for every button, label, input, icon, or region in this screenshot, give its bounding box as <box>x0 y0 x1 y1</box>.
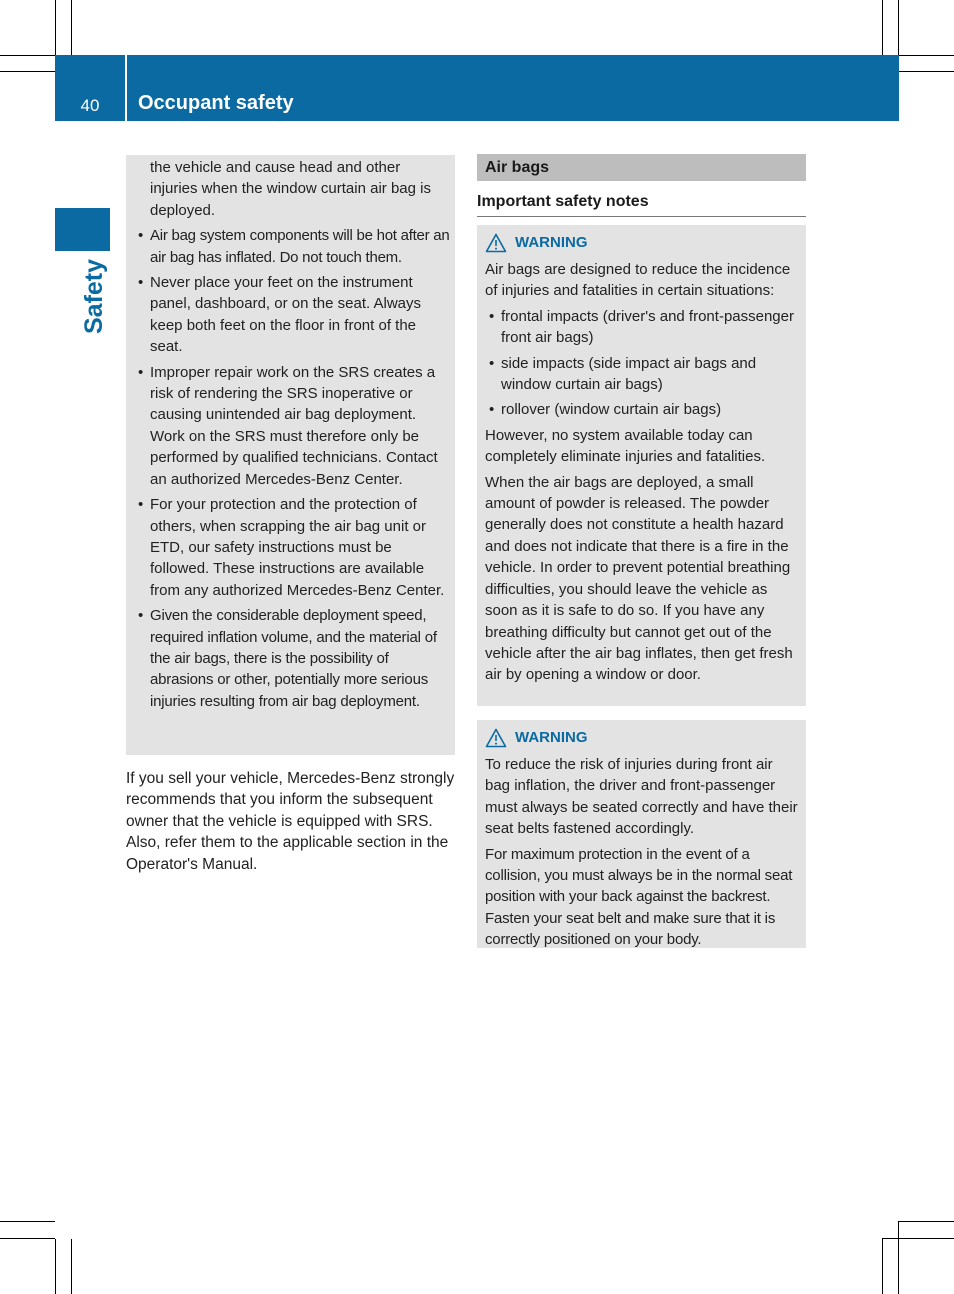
side-tab-marker <box>55 208 110 251</box>
warning-intro: Air bags are designed to reduce the incidence of injuries and fatalities in certain situations: <box>485 261 791 300</box>
header-divider <box>125 55 127 121</box>
list-item: • Never place your feet on the instrument panel, dashboard, or on the seat. Always keep both feet on the floor in front of the seat. <box>138 272 450 358</box>
list-item: • Given the considerable deployment speed, required inflation volume, and the material of the air bags, there is the possibility of abrasions or other, potentially more serious injuries resulting from air bag deployment. <box>138 605 450 712</box>
warning-heading <box>485 231 799 255</box>
crop-mark <box>55 1239 56 1294</box>
warning-triangle-icon <box>485 728 507 748</box>
warning-box <box>477 225 806 706</box>
list-item: • Improper repair work on the SRS creates a risk of rendering the SRS inoperative or causing unintended air bag deployment. Work on the SRS must therefore only be performed by qualified technicians. Contact an authorized Mercedes-Benz Center. <box>138 362 450 490</box>
warning-label: WARNING <box>515 729 588 747</box>
crop-mark <box>882 0 883 55</box>
list-item: • side impacts (side impact air bags and window curtain air bags) <box>485 353 799 396</box>
warning-paragraph: When the air bags are deployed, a small amount of powder is released. The powder generally does not constitute a health hazard and does not indicate that there is a fire in the vehicle. In order to prevent potential breathing difficulties, you should leave the vehicle as soon as it is safe to do so. If you have any breathing difficulty but cannot get out of the vehicle after the air bag inflates, then get fresh air by opening a window or door. <box>485 473 793 684</box>
impact-list <box>485 306 799 421</box>
warning-label: WARNING <box>515 234 588 252</box>
list-item: • frontal impacts (driver's and front-passenger front air bags) <box>485 306 799 349</box>
continued-notes <box>138 157 450 712</box>
list-item: • rollover (window curtain air bags) <box>485 399 799 420</box>
list-item: • Air bag system components will be hot after an air bag has inflated. Do not touch them. <box>138 225 450 268</box>
warning-paragraph: To reduce the risk of injuries during front air bag inflation, the driver and front-passenger must always be seated correctly and have their seat belts fastened accordingly. <box>485 756 798 838</box>
crop-mark <box>0 1238 55 1239</box>
list-item: • For your protection and the protection of others, when scrapping the air bag unit or ETD, our safety instructions must be followed. These instructions are available from any authorized Mercedes-Benz Center. <box>138 494 450 601</box>
crop-mark <box>898 0 899 55</box>
warning-heading <box>485 726 799 750</box>
crop-mark <box>899 55 954 56</box>
crop-mark <box>0 71 55 72</box>
crop-mark <box>71 0 72 55</box>
side-tab <box>72 258 122 342</box>
warning-box <box>477 720 806 948</box>
crop-mark <box>882 1239 883 1294</box>
page-title: Occupant safety <box>138 92 294 114</box>
crop-mark <box>899 1221 954 1222</box>
subsection-title: Important safety notes <box>477 191 806 217</box>
crop-mark <box>55 0 56 55</box>
page-number: 40 <box>80 96 100 115</box>
crop-mark <box>882 1238 954 1239</box>
crop-mark <box>0 55 55 56</box>
warning-paragraph: For maximum protection in the event of a collision, you must always be in the normal seat position with your back against the backrest. Fasten your seat belt and make sure that it is correctly positioned on your body. <box>485 845 793 949</box>
crop-mark <box>899 71 954 72</box>
notes-list <box>138 225 450 712</box>
crop-mark <box>898 1221 899 1294</box>
warning-triangle-icon <box>485 233 507 253</box>
section-title: Air bags <box>477 154 806 181</box>
box-intro: the vehicle and cause head and other injuries when the window curtain air bag is deployed. <box>150 159 431 219</box>
side-tab-label: Safety <box>80 258 108 334</box>
crop-mark <box>0 1221 55 1222</box>
crop-mark <box>71 1239 72 1294</box>
resale-paragraph: If you sell your vehicle, Mercedes-Benz strongly recommends that you inform the subsequent owner that the vehicle is equipped with SRS. Also, refer them to the applicable section in the Operator's Manual. <box>126 770 455 873</box>
warning-paragraph: However, no system available today can completely eliminate injuries and fatalities. <box>485 426 766 466</box>
